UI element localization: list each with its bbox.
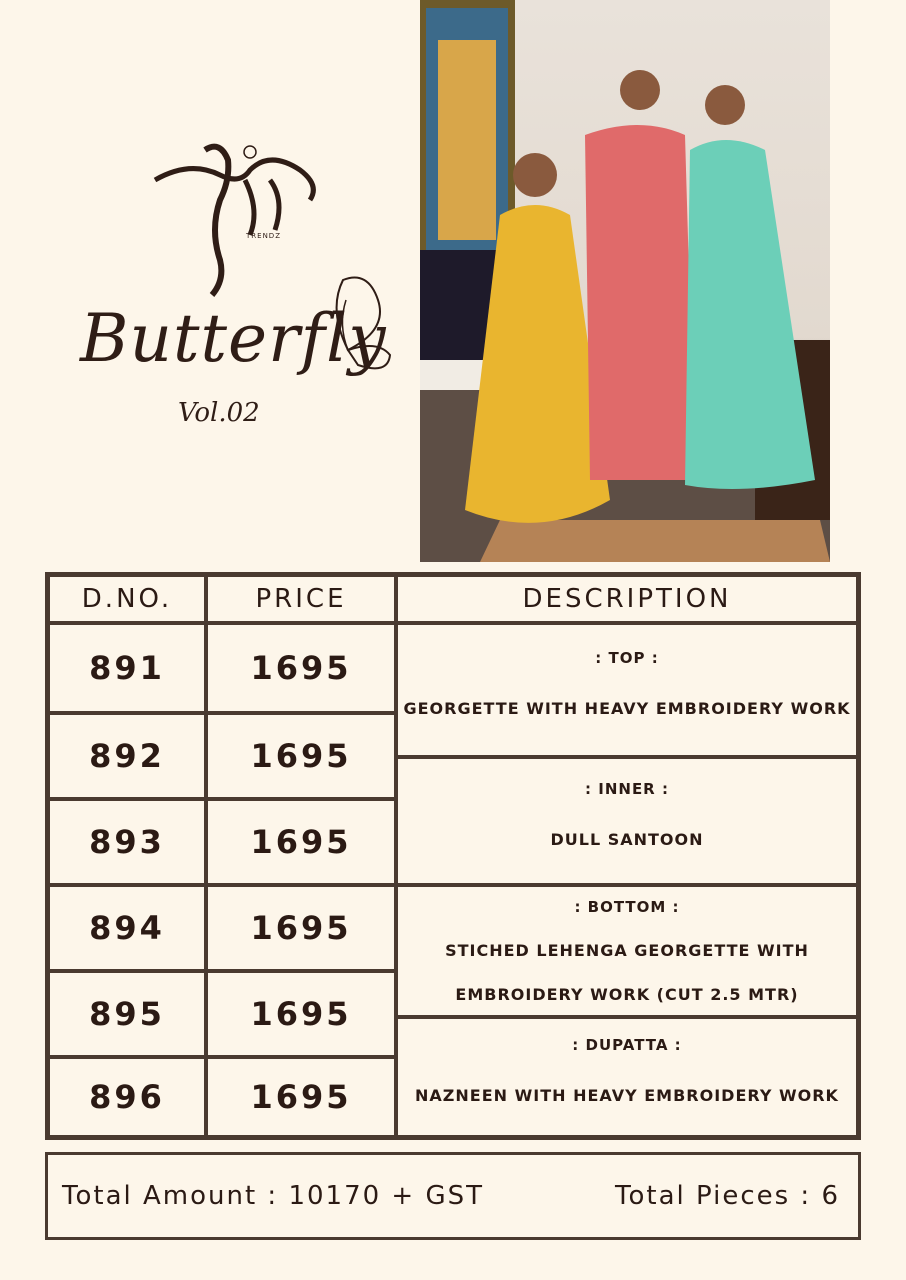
row-dno: 892 bbox=[48, 713, 206, 799]
header-description: DESCRIPTION bbox=[396, 575, 858, 623]
description-label: : TOP : bbox=[595, 649, 659, 667]
total-pieces: Total Pieces : 6 bbox=[615, 1181, 840, 1211]
description-inner bbox=[396, 757, 858, 885]
price-table bbox=[45, 572, 861, 1140]
description-dupatta bbox=[396, 1017, 858, 1137]
row-dno: 891 bbox=[48, 623, 206, 713]
row-dno: 896 bbox=[48, 1057, 206, 1137]
description-text: EMBROIDERY WORK (CUT 2.5 MTR) bbox=[455, 985, 799, 1004]
brand-volume: Vol.02 bbox=[178, 398, 260, 428]
description-text: DULL SANTOON bbox=[550, 830, 704, 849]
header-price: PRICE bbox=[206, 575, 396, 623]
description-text: GEORGETTE WITH HEAVY EMBROIDERY WORK bbox=[403, 699, 851, 718]
brand-title: Butterfly bbox=[80, 300, 387, 377]
row-price: 1695 bbox=[206, 885, 396, 971]
row-price: 1695 bbox=[206, 713, 396, 799]
description-text: STICHED LEHENGA GEORGETTE WITH bbox=[445, 941, 809, 960]
brand-subtitle: TRENDZ bbox=[246, 232, 281, 240]
description-label: : BOTTOM : bbox=[574, 898, 680, 916]
description-label: : INNER : bbox=[585, 780, 669, 798]
row-dno: 894 bbox=[48, 885, 206, 971]
description-top bbox=[396, 623, 858, 757]
row-price: 1695 bbox=[206, 1057, 396, 1137]
header-dno: D.NO. bbox=[48, 575, 206, 623]
total-amount: Total Amount : 10170 + GST bbox=[62, 1181, 485, 1211]
totals-bar bbox=[45, 1152, 861, 1240]
row-price: 1695 bbox=[206, 971, 396, 1057]
description-label: : DUPATTA : bbox=[572, 1036, 682, 1054]
brand-logo bbox=[150, 140, 330, 310]
row-price: 1695 bbox=[206, 623, 396, 713]
product-photo bbox=[420, 0, 830, 562]
row-price: 1695 bbox=[206, 799, 396, 885]
description-bottom bbox=[396, 885, 858, 1017]
row-dno: 895 bbox=[48, 971, 206, 1057]
row-dno: 893 bbox=[48, 799, 206, 885]
description-text: NAZNEEN WITH HEAVY EMBROIDERY WORK bbox=[415, 1086, 839, 1105]
butterfly-icon bbox=[318, 270, 398, 380]
